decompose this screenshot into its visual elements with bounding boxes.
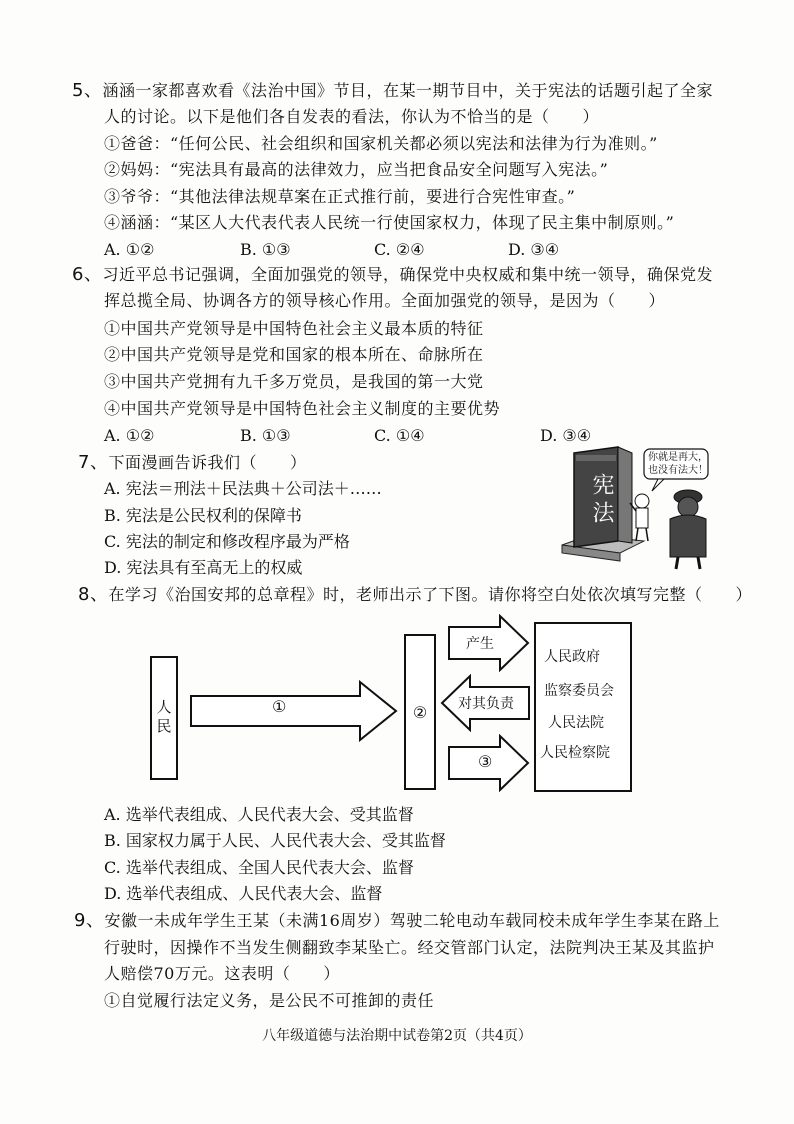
q5-line1 bbox=[72, 80, 713, 102]
q5-option-d[interactable]: D. ③④ bbox=[508, 240, 560, 259]
q5-number: 5、 bbox=[72, 80, 103, 101]
q6-statement-2: ②中国共产党领导是党和国家的根本所在、命脉所在 bbox=[104, 345, 484, 364]
arrow-produce-label: 产生 bbox=[466, 636, 494, 652]
q5-statement-2: ②妈妈：“宪法具有最高的法律效力，应当把食品安全问题写入宪法。” bbox=[104, 160, 609, 179]
q9-line1 bbox=[74, 910, 720, 932]
page-footer: 八年级道德与法治期中试卷第2页（共4页） bbox=[262, 1028, 532, 1044]
q6-statement-1: ①中国共产党领导是中国特色社会主义最本质的特征 bbox=[104, 319, 484, 338]
diagram-middle-box bbox=[404, 634, 436, 790]
q6-option-c[interactable]: C. ①④ bbox=[374, 426, 425, 445]
q5-statement-4: ④涵涵：“某区人大代表代表人民统一行使国家权力，体现了民主集中制原则。” bbox=[104, 213, 675, 232]
q7-option-a[interactable]: A. 宪法＝刑法＋民法典＋公司法＋…… bbox=[104, 479, 382, 498]
arrow-responsible-label: 对其负责 bbox=[458, 696, 514, 712]
diagram-people-label: 人民 bbox=[154, 699, 173, 737]
diagram-middle-label: ② bbox=[412, 702, 428, 722]
q5-stem-2: 人的讨论。以下是他们各自发表的看法，你认为不恰当的是（ ） bbox=[104, 107, 600, 126]
organ-procuratorate: 人民检察院 bbox=[540, 745, 610, 761]
q6-option-a[interactable]: A. ①② bbox=[104, 426, 155, 445]
q5-option-b[interactable]: B. ①③ bbox=[240, 240, 291, 259]
q9-statement-1: ①自觉履行法定义务，是公民不可推卸的责任 bbox=[104, 991, 435, 1010]
q6-stem-2: 挥总揽全局、协调各方的领导核心作用。全面加强党的领导，是因为（ ） bbox=[104, 291, 666, 310]
q5-stem-1: 涵涵一家都喜欢看《法治中国》节目，在某一期节目中，关于宪法的话题引起了全家 bbox=[102, 81, 713, 100]
q7-option-d[interactable]: D. 宪法具有至高无上的权威 bbox=[104, 558, 303, 577]
q5-option-a[interactable]: A. ①② bbox=[104, 240, 155, 259]
q9-number: 9、 bbox=[74, 910, 105, 931]
q6-option-d[interactable]: D. ③④ bbox=[540, 426, 592, 445]
organ-court: 人民法院 bbox=[548, 715, 604, 731]
q5-statement-3: ③爷爷：“其他法律法规草案在正式推行前，要进行合宪性审查。” bbox=[104, 187, 576, 206]
q8-option-b[interactable]: B. 国家权力属于人民、人民代表大会、受其监督 bbox=[104, 831, 446, 850]
arrow-right-icon bbox=[190, 680, 398, 742]
q9-stem-1: 安徽一未成年学生王某（未满16周岁）驾驶二轮电动车载同校未成年学生李某在路上 bbox=[104, 911, 720, 930]
q6-statement-4: ④中国共产党领导是中国特色社会主义制度的主要优势 bbox=[104, 399, 501, 418]
q5-statement-1: ①爸爸：“任何公民、社会组织和国家机关都必须以宪法和法律为行为准则。” bbox=[104, 134, 658, 153]
cartoon-book-title: 宪法 bbox=[589, 473, 614, 529]
q6-statement-3: ③中国共产党拥有九千多万党员，是我国的第一大党 bbox=[104, 372, 484, 391]
q7-stem: 下面漫画告诉我们（ ） bbox=[108, 453, 307, 472]
q6-stem-1: 习近平总书记强调，全面加强党的领导，确保党中央权威和集中统一领导，确保党发 bbox=[102, 265, 713, 284]
q8-number: 8、 bbox=[78, 584, 109, 605]
q6-number: 6、 bbox=[72, 264, 103, 285]
q5-option-c[interactable]: C. ②④ bbox=[374, 240, 425, 259]
q7-number: 7、 bbox=[78, 452, 109, 473]
cartoon-speech-line1: 你就是再大， bbox=[648, 452, 708, 463]
organ-supervision: 监察委员会 bbox=[544, 683, 614, 699]
organ-government: 人民政府 bbox=[544, 649, 600, 665]
arrow3-label: ③ bbox=[478, 752, 493, 771]
q8-option-d[interactable]: D. 选举代表组成、人民代表大会、监督 bbox=[104, 884, 383, 903]
q8-line1 bbox=[78, 584, 752, 606]
q6-line1 bbox=[72, 264, 713, 286]
constitution-cartoon bbox=[560, 445, 710, 570]
diagram-people-box bbox=[150, 656, 178, 780]
arrow1-label: ① bbox=[272, 697, 287, 716]
q8-option-a[interactable]: A. 选举代表组成、人民代表大会、受其监督 bbox=[104, 805, 414, 824]
q8-stem: 在学习《治国安邦的总章程》时，老师出示了下图。请你将空白处依次填写完整（ ） bbox=[108, 585, 752, 604]
q7-option-c[interactable]: C. 宪法的制定和修改程序最为严格 bbox=[104, 532, 350, 551]
q9-stem-3: 人赔偿70万元。这表明（ ） bbox=[104, 964, 340, 983]
diagram-organs-box bbox=[534, 622, 632, 792]
q9-stem-2: 行驶时，因操作不当发生侧翻致李某坠亡。经交管部门认定，法院判决王某及其监护 bbox=[104, 938, 715, 957]
q7-line1 bbox=[78, 452, 306, 474]
q6-option-b[interactable]: B. ①③ bbox=[240, 426, 291, 445]
q8-option-c[interactable]: C. 选举代表组成、全国人民代表大会、监督 bbox=[104, 858, 414, 877]
q7-option-b[interactable]: B. 宪法是公民权利的保障书 bbox=[104, 506, 302, 525]
cartoon-speech-line2: 也没有法大！ bbox=[648, 465, 708, 476]
